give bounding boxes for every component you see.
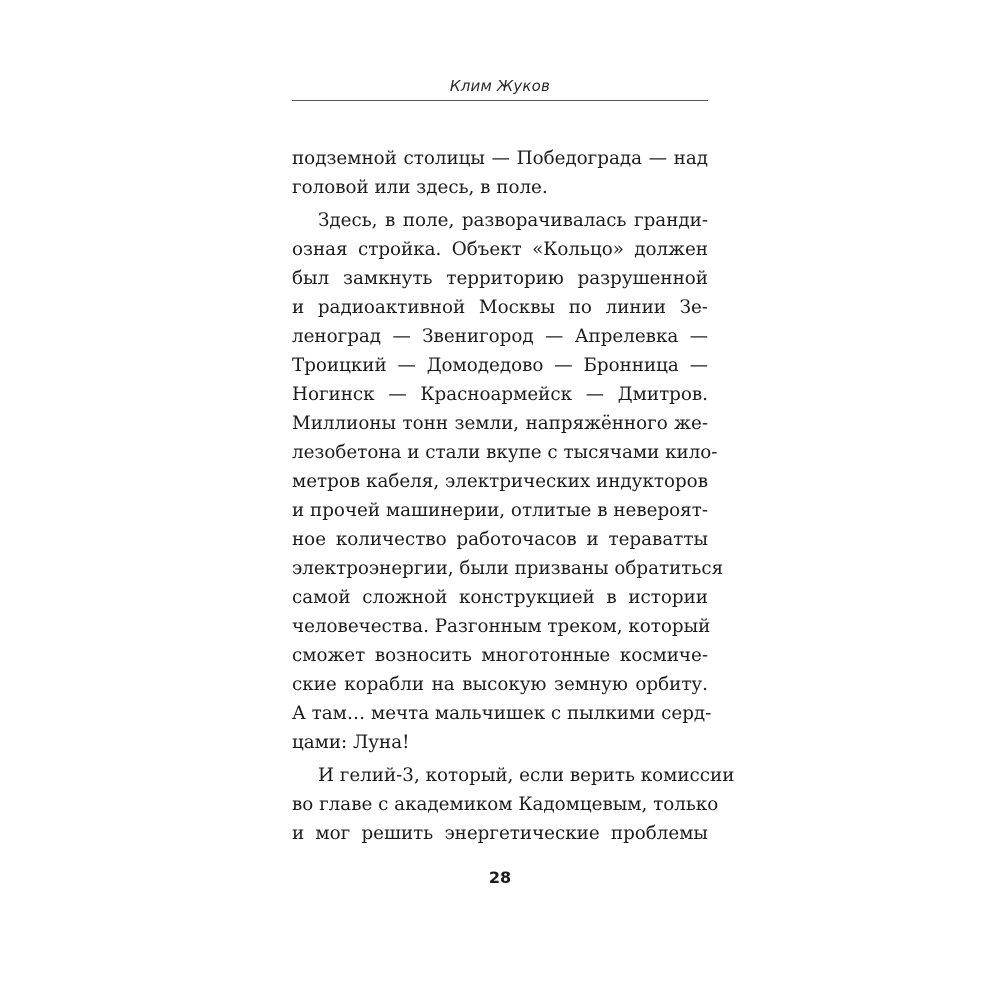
text-line: Миллионы тонн земли, напряжённого же- [292, 413, 708, 434]
text-line: головой или здесь, в поле. [292, 177, 548, 198]
text-line: человечества. Разгонным треком, который [292, 616, 711, 637]
text-line: и мог решить энергетические проблемы [292, 823, 708, 844]
text-line: самой сложной конструкцией в истории [292, 587, 708, 608]
text-line: во главе с академиком Кадомцевым, только [292, 794, 719, 815]
text-line: ное количество работочасов и тераватты [292, 529, 708, 550]
text-line: Ногинск — Красноармейск — Дмитров. [292, 384, 708, 405]
text-line: А там… мечта мальчишек с пылкими серд- [292, 703, 712, 724]
text-line: Троицкий — Домодедово — Бронница — [292, 355, 708, 376]
text-line: И гелий-3, который, если верить комиссии [318, 765, 735, 786]
text-line: и радиоактивной Москвы по линии Зе- [292, 297, 708, 318]
header-rule [292, 100, 708, 101]
text-line: и прочей машинерии, отлитые в невероят- [292, 500, 708, 521]
text-line: метров кабеля, электрических индукторов [292, 471, 708, 492]
text-line: лезобетона и стали вкупе с тысячами кило- [292, 442, 718, 463]
running-head-author: Клим Жуков [449, 77, 551, 95]
text-line: цами: Луна! [292, 732, 410, 753]
text-line: озная стройка. Объект «Кольцо» должен [292, 239, 708, 260]
text-line: леноград — Звенигород — Апрелевка — [292, 326, 708, 347]
text-line: сможет возносить многотонные космиче- [292, 645, 708, 666]
body-text [292, 144, 735, 848]
text-line: ские корабли на высокую земную орбиту. [292, 674, 708, 695]
text-line: подземной столицы — Победограда — над [292, 148, 708, 169]
text-line: Здесь, в поле, разворачивалась гранди- [318, 210, 708, 231]
text-line: электроэнергии, были призваны обратиться [292, 558, 724, 579]
page-number: 28 [488, 868, 512, 887]
text-line: был замкнуть территорию разрушенной [292, 268, 708, 289]
